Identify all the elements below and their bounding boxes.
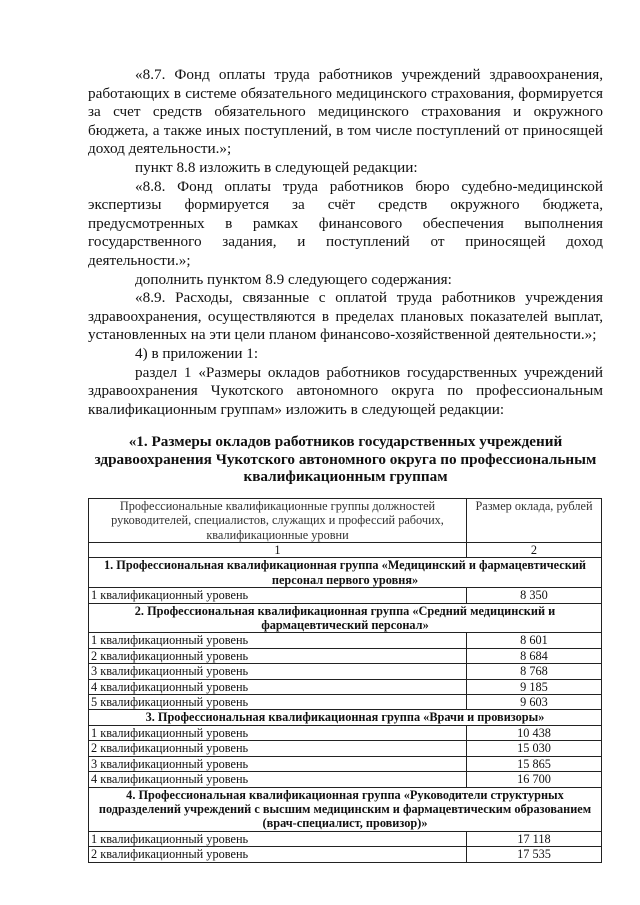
paragraph-8-7: «8.7. Фонд оплаты труда работников учреждений здравоохранения, работающих в системе обязательного медицинского страхования, формируется за счет средств обязательного медицинского страхования и окружного бюджета, а также иных поступлений, в том числе поступлений от приносящей доход деятельности.»; [88,66,603,158]
paragraph-section-intro: раздел 1 «Размеры окладов работников государственных учреждений здравоохранения Чукотского автономного округа по профессиональным квалификационным группам» изложить в следующей редакции: [88,363,603,418]
paragraph-8-9: «8.9. Расходы, связанные с оплатой труда работников учреждения здравоохранения, осуществляются в пределах плановых показателей выплат, установленных на эти цели планом финансово-хозяйственной деятельности.»; [88,289,603,344]
salary-cell: 16 700 [467,772,602,787]
level-cell: 1 квалификационный уровень [89,725,467,740]
group-title: 2. Профессиональная квалификационная группа «Средний медицинский и фармацевтический персонал» [89,603,602,633]
level-cell: 3 квалификационный уровень [89,664,467,679]
group-header-row [89,558,602,588]
table-row [89,831,602,846]
numbering-cell-1: 1 [89,543,467,558]
salary-cell: 8 601 [467,633,602,648]
header-cell-groups: Профессиональные квалификационные группы должностей руководителей, специалистов, служащих и профессий рабочих, квалификационные уровни [89,498,467,542]
table-row [89,772,602,787]
level-cell: 2 квалификационный уровень [89,648,467,663]
paragraph-8-9-intro: дополнить пунктом 8.9 следующего содержания: [135,270,452,288]
table-row [89,725,602,740]
level-cell: 3 квалификационный уровень [89,756,467,771]
table-numbering-row [89,543,602,558]
document-page [88,66,603,863]
paragraph-appendix-intro: 4) в приложении 1: [135,344,259,362]
group-title: 3. Профессиональная квалификационная группа «Врачи и провизоры» [89,710,602,725]
salary-cell: 9 603 [467,695,602,710]
level-cell: 1 квалификационный уровень [89,588,467,603]
level-cell: 1 квалификационный уровень [89,633,467,648]
level-cell: 2 квалификационный уровень [89,847,467,862]
salary-cell: 15 865 [467,756,602,771]
group-title: 1. Профессиональная квалификационная группа «Медицинский и фармацевтический персонал первого уровня» [89,558,602,588]
level-cell: 1 квалификационный уровень [89,831,467,846]
numbering-cell-2: 2 [467,543,602,558]
level-cell: 4 квалификационный уровень [89,679,467,694]
table-row [89,633,602,648]
level-cell: 5 квалификационный уровень [89,695,467,710]
table-row [89,847,602,862]
salary-cell: 17 535 [467,847,602,862]
salary-cell: 10 438 [467,725,602,740]
salary-cell: 15 030 [467,741,602,756]
table-header-row [89,498,602,542]
table-row [89,695,602,710]
header-cell-salary: Размер оклада, рублей [467,498,602,542]
group-header-row [89,787,602,831]
salary-cell: 8 350 [467,588,602,603]
table-row [89,756,602,771]
table-row [89,588,602,603]
group-header-row [89,603,602,633]
salary-cell: 8 768 [467,664,602,679]
salary-table [88,498,602,863]
table-row [89,679,602,694]
paragraph-8-8-intro: пункт 8.8 изложить в следующей редакции: [135,158,418,176]
level-cell: 2 квалификационный уровень [89,741,467,756]
paragraph-8-8: «8.8. Фонд оплаты труда работников бюро судебно-медицинской экспертизы формируется за счёт средств окружного бюджета, предусмотренных в рамках финансового обеспечения выполнения государственного задания, и поступлений от приносящей доход деятельности.»; [88,177,603,269]
group-header-row [89,710,602,725]
salary-cell: 8 684 [467,648,602,663]
salary-cell: 9 185 [467,679,602,694]
table-row [89,741,602,756]
salary-table-body [89,498,602,862]
salary-cell: 17 118 [467,831,602,846]
table-row [89,648,602,663]
section-title: «1. Размеры окладов работников государственных учреждений здравоохранения Чукотского автономного округа по профессиональным квалификационным группам [94,433,597,486]
group-title: 4. Профессиональная квалификационная группа «Руководители структурных подразделений учреждений с высшим медицинским и фармацевтическим образованием (врач-специалист, провизор)» [89,787,602,831]
table-row [89,664,602,679]
level-cell: 4 квалификационный уровень [89,772,467,787]
